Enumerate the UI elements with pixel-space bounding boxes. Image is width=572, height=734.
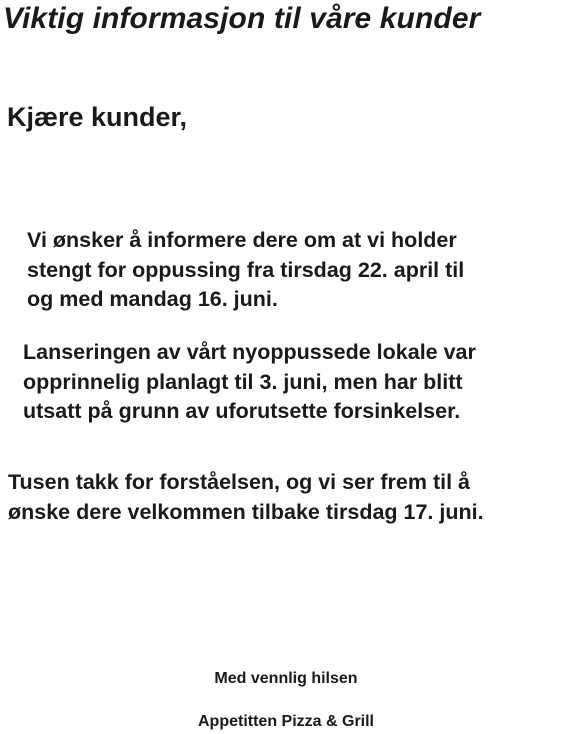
paragraph-thanks: [8, 468, 484, 527]
paragraph-line: Vi ønsker å informere dere om at vi holder: [27, 228, 457, 252]
greeting: Kjære kunder,: [7, 102, 188, 132]
paragraph-line: og med mandag 16. juni.: [27, 287, 278, 311]
page-title: Viktig informasjon til våre kunder: [3, 2, 481, 35]
signature: Appetitten Pizza & Grill: [197, 713, 374, 730]
paragraph-line: Lanseringen av vårt nyoppussede lokale var: [23, 340, 476, 364]
paragraph-line: opprinnelig planlagt til 3. juni, men har blitt: [23, 369, 463, 394]
closing-regards: Med vennlig hilsen: [214, 670, 358, 687]
paragraph-launch-delay: [23, 338, 476, 427]
paragraph-line: Tusen takk for forståelsen, og vi ser frem til å: [8, 470, 470, 494]
paragraph-line: utsatt på grunn av uforutsette forsinkelser.: [23, 399, 461, 423]
paragraph-line: ønske dere velkommen tilbake tirsdag 17. juni.: [8, 499, 484, 524]
paragraph-closure-notice: [27, 226, 464, 315]
paragraph-line: stengt for oppussing fra tirsdag 22. april til: [27, 257, 465, 282]
